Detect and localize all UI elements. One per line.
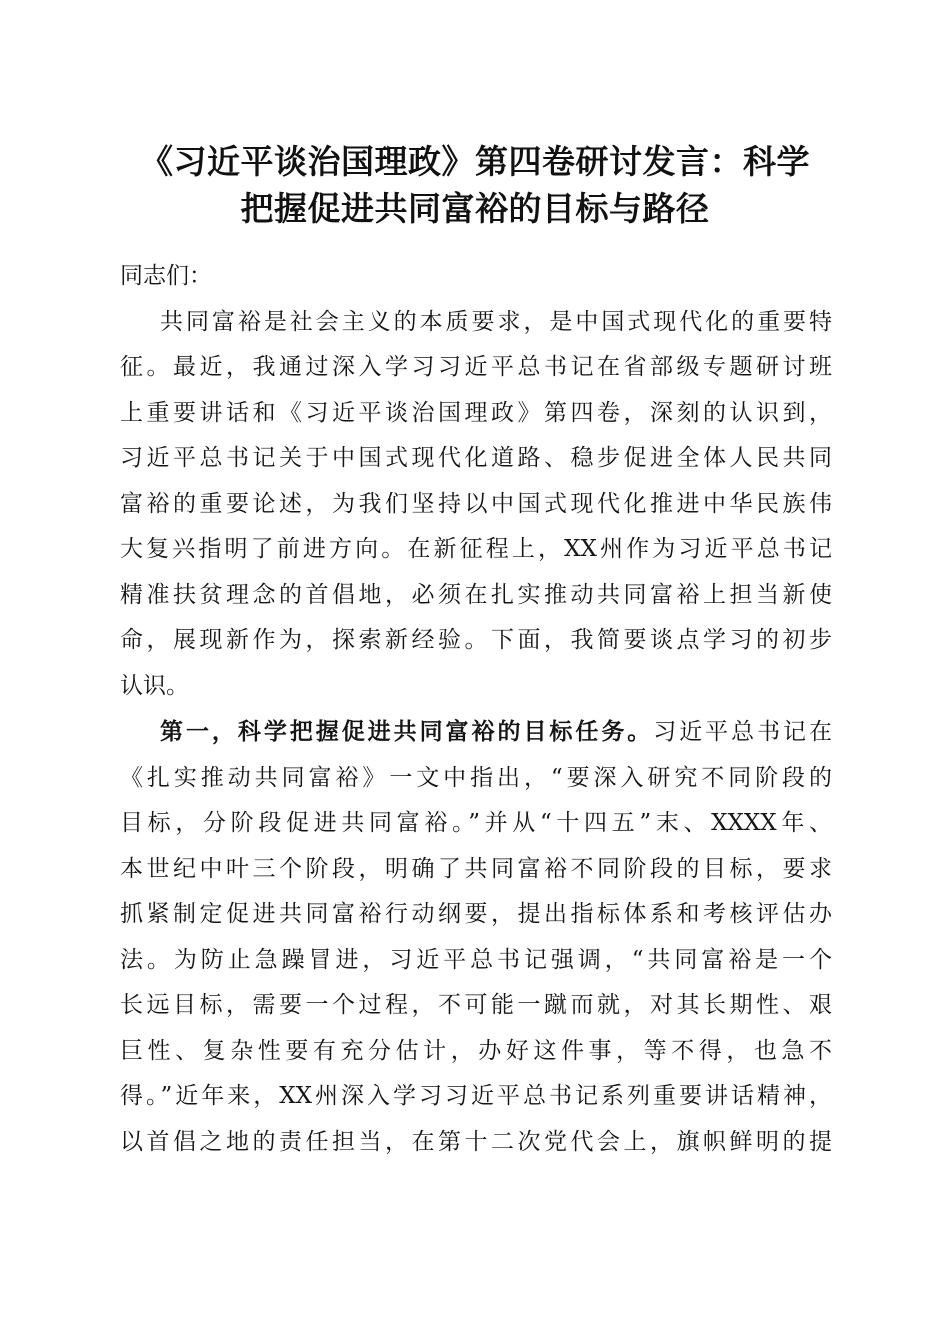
paragraph-2-line: 本世纪中叶三个阶段，明确了共同富裕不同阶段的目标，要求 — [120, 855, 832, 882]
title-line-1: 《习近平谈治国理政》第四卷研讨发言：科学 — [140, 142, 810, 181]
paragraph-2-line: 法。为防止急躁冒进，习近平总书记强调，“共同富裕是一个 — [120, 946, 832, 973]
paragraph-2-line: 得。”近年来，XX州深入学习习近平总书记系列重要讲话精神， — [120, 1083, 832, 1109]
paragraph-1-line: 上重要讲话和《习近平谈治国理政》第四卷，深刻的认识到， — [120, 399, 832, 426]
paragraph-1-line: 习近平总书记关于中国式现代化道路、稳步促进全体人民共同 — [120, 445, 832, 471]
paragraph-2-line: 抓紧制定促进共同富裕行动纲要，提出指标体系和考核评估办 — [120, 901, 832, 927]
paragraph-2 — [120, 709, 832, 1165]
paragraph-2-line: 目标，分阶段促进共同富裕。”并从“十四五”末、XXXX年、 — [120, 810, 832, 836]
title-line-2: 把握促进共同富裕的目标与路径 — [240, 189, 710, 228]
paragraph-2-line: 《扎实推动共同富裕》一文中指出，“要深入研究不同阶段的 — [120, 764, 832, 791]
paragraph-2-first-rest: 习近平总书记在 — [653, 719, 833, 745]
salutation: 同志们： — [120, 263, 212, 289]
paragraph-1-line: 命，展现新作为，探索新经验。下面，我简要谈点学习的初步 — [120, 627, 832, 653]
paragraph-2-line: 以首倡之地的责任担当，在第十二次党代会上，旗帜鲜明的提 — [120, 1128, 832, 1155]
paragraph-2-heading: 第一，科学把握促进共同富裕的目标任务。 — [160, 718, 654, 745]
document-body — [120, 254, 832, 1165]
paragraph-1-line: 征。最近，我通过深入学习习近平总书记在省部级专题研讨班 — [120, 354, 832, 380]
paragraph-1 — [120, 300, 832, 710]
paragraph-2-first-line — [120, 709, 832, 756]
paragraph-2-line: 巨性、复杂性要有充分估计，办好这件事，等不得，也急不 — [120, 1037, 832, 1064]
paragraph-2-line: 长远目标，需要一个过程，不可能一蹴而就，对其长期性、艰 — [120, 992, 832, 1018]
paragraph-1-line: 精准扶贫理念的首倡地，必须在扎实推动共同富裕上担当新使 — [120, 581, 832, 608]
paragraph-1-line: 共同富裕是社会主义的本质要求，是中国式现代化的重要特 — [160, 308, 832, 335]
paragraph-1-line: 认识。 — [120, 672, 189, 699]
document-title — [100, 138, 850, 232]
paragraph-1-line: 大复兴指明了前进方向。在新征程上，XX州作为习近平总书记 — [120, 536, 832, 562]
paragraph-1-line: 富裕的重要论述，为我们坚持以中国式现代化推进中华民族伟 — [120, 490, 832, 517]
